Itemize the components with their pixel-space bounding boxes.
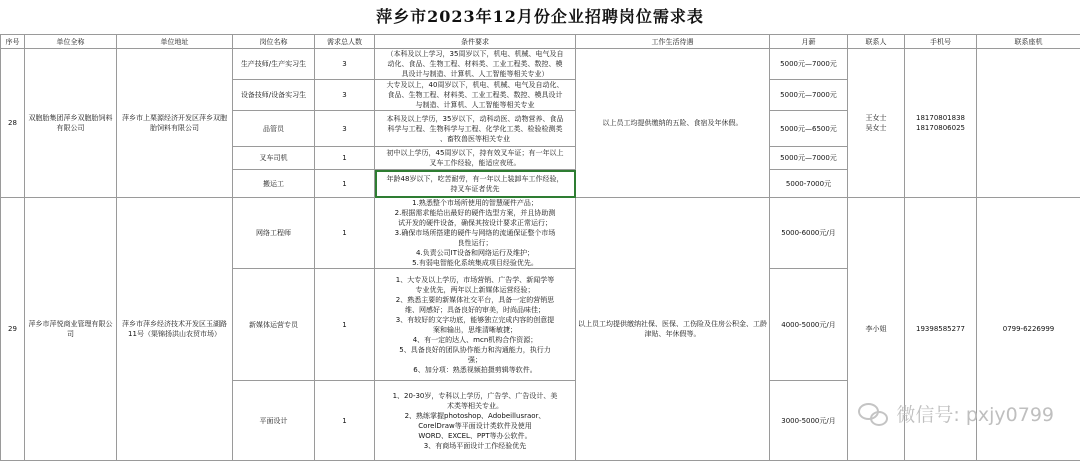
company-name: 双胞胎集团萍乡双胞胎饲料有限公司 bbox=[25, 49, 117, 198]
header-requirements: 条件要求 bbox=[375, 35, 576, 49]
landline-number bbox=[977, 49, 1080, 198]
watermark-text: 微信号: pxjy0799 bbox=[896, 403, 1054, 426]
phone-line: 18170806025 bbox=[916, 124, 965, 132]
job-requirements bbox=[375, 80, 576, 111]
benefits: 以上员工均提供缴纳的五险、食宿及年休假。 bbox=[576, 49, 770, 198]
job-salary: 5000-7000元 bbox=[770, 170, 848, 198]
header-count: 需求总人数 bbox=[315, 35, 375, 49]
requirement-line: 食品、生物工程、材料类、工业工程类、数控、模具设计 bbox=[387, 91, 563, 99]
wechat-icon bbox=[858, 401, 888, 425]
job-title: 新媒体运营专员 bbox=[233, 269, 315, 381]
requirement-line: 5、具备良好的团队协作能力和沟通能力，执行力 bbox=[399, 345, 551, 354]
requirement-line: 2、熟练掌握photoshop、Adobeillusraor、 bbox=[404, 411, 546, 420]
requirement-line: 初中以上学历，45周岁以下，持有效叉车证；有一年以上 bbox=[386, 149, 564, 157]
requirement-line: 3、有较好的文字功底，能够独立完成内容的创意提 bbox=[395, 315, 555, 324]
requirement-line: WORD、EXCEL、PPT等办公软件。 bbox=[418, 431, 532, 440]
job-count: 1 bbox=[315, 269, 375, 381]
job-requirements bbox=[375, 170, 576, 198]
header-company: 单位全称 bbox=[25, 35, 117, 49]
requirement-line: 本科及以上学历，35岁以下，动科动医、动物营养、食品 bbox=[386, 114, 564, 123]
job-count: 3 bbox=[315, 49, 375, 80]
requirement-line: 2.根据需求能给出最好的硬件选型方案，并且协助测 bbox=[394, 209, 556, 217]
requirement-line: 2、熟悉主要的新媒体社交平台，具备一定的营销思 bbox=[395, 295, 555, 304]
table-row bbox=[1, 198, 1080, 269]
table-header-row bbox=[1, 35, 1080, 49]
job-count: 1 bbox=[315, 147, 375, 170]
header-phone: 手机号 bbox=[905, 35, 977, 49]
header-no: 序号 bbox=[1, 35, 25, 49]
job-title: 平面设计 bbox=[233, 381, 315, 461]
requirement-line: （本科及以上学习，35周岁以下，机电、机械、电气及自 bbox=[386, 50, 564, 58]
requirement-line: 持叉车证者优先 bbox=[450, 184, 500, 193]
job-table bbox=[0, 34, 1080, 461]
requirement-line: 具设计与制造、计算机、人工智能等相关专业） bbox=[401, 70, 549, 78]
job-count: 1 bbox=[315, 198, 375, 269]
requirement-line: 4、有一定的达人、mcn机构合作资源； bbox=[412, 335, 538, 344]
requirement-line: 案和输出，思维清晰敏捷； bbox=[433, 325, 517, 334]
contact-name: 吴女士 bbox=[865, 124, 887, 132]
phone-line: 19398585277 bbox=[916, 325, 965, 333]
job-requirements bbox=[375, 147, 576, 170]
page-title: 萍乡市2023年12月份企业招聘岗位需求表 bbox=[376, 7, 704, 26]
row-number: 28 bbox=[1, 49, 25, 198]
phone-line: 18170801838 bbox=[916, 114, 965, 122]
job-requirements bbox=[375, 381, 576, 461]
contact-name: 李小姐 bbox=[865, 325, 887, 333]
job-title: 网络工程师 bbox=[233, 198, 315, 269]
job-count: 3 bbox=[315, 111, 375, 147]
requirement-line: 专业优先，两年以上新媒体运营经验； bbox=[415, 285, 535, 294]
landline-number: 0799-6226999 bbox=[977, 198, 1080, 461]
requirement-line: 3.确保市场所搭建的硬件与网络的流通保证整个市场 bbox=[394, 229, 556, 237]
requirement-line: 1.熟悉整个市场所使用的智慧硬件产品； bbox=[412, 199, 538, 207]
requirement-line: 强； bbox=[468, 355, 482, 364]
requirement-line: 叉车工作经验，能适应夜班。 bbox=[429, 159, 521, 167]
requirement-line: 科学与工程、生物科学与工程、化学化工类、检验检测类 bbox=[387, 124, 563, 133]
requirement-line: 大专及以上，40周岁以下，机电、机械、电气及自动化、 bbox=[386, 81, 564, 89]
requirement-line: 1、20-30岁，专科以上学历，广告学、广告设计、美 bbox=[392, 391, 558, 400]
job-salary: 3000-5000元/月 bbox=[770, 381, 848, 461]
job-title: 搬运工 bbox=[233, 170, 315, 198]
job-requirements bbox=[375, 269, 576, 381]
job-requirements bbox=[375, 49, 576, 80]
company-address: 萍乡市上栗源经济开发区萍乡双胞胎饲料有限公司 bbox=[117, 49, 233, 198]
requirement-line: 良性运行； bbox=[457, 239, 493, 247]
header-salary: 月薪 bbox=[770, 35, 848, 49]
job-salary: 5000元—7000元 bbox=[770, 80, 848, 111]
job-title: 设备技师/设备实习生 bbox=[233, 80, 315, 111]
header-contact: 联系人 bbox=[848, 35, 905, 49]
job-salary: 5000-6000元/月 bbox=[770, 198, 848, 269]
requirement-line: 4.负责公司IT设备和网络运行及维护； bbox=[415, 249, 535, 257]
header-job-title: 岗位名称 bbox=[233, 35, 315, 49]
job-title: 生产技师/生产实习生 bbox=[233, 49, 315, 80]
job-requirements bbox=[375, 198, 576, 269]
company-name: 萍乡市萍悦商业管理有限公司 bbox=[25, 198, 117, 461]
table-row bbox=[1, 49, 1080, 80]
watermark bbox=[858, 398, 1054, 428]
job-salary: 5000元—6500元 bbox=[770, 111, 848, 147]
job-requirements bbox=[375, 111, 576, 147]
job-salary: 4000-5000元/月 bbox=[770, 269, 848, 381]
header-landline: 联系座机 bbox=[977, 35, 1080, 49]
job-count: 1 bbox=[315, 381, 375, 461]
header-benefits: 工作生活待遇 bbox=[576, 35, 770, 49]
benefits: 以上员工均提供缴纳社保、医保、工伤险及住房公积金、工龄津贴、年休假等。 bbox=[576, 198, 770, 461]
requirement-line: 3、有商场平面设计工作经验优先 bbox=[423, 441, 527, 450]
job-salary: 5000元—7000元 bbox=[770, 49, 848, 80]
requirement-line: 与制造、计算机、人工智能等相关专业 bbox=[415, 101, 535, 109]
contact-name: 王女士 bbox=[865, 114, 887, 122]
job-salary: 5000元—7000元 bbox=[770, 147, 848, 170]
row-number: 29 bbox=[1, 198, 25, 461]
job-count: 1 bbox=[315, 170, 375, 198]
requirement-line: CorelDraw等平面设计类软件及使用 bbox=[418, 421, 532, 430]
contact-person bbox=[848, 49, 905, 198]
job-title: 品管员 bbox=[233, 111, 315, 147]
requirement-line: 试开发的硬件设备，确保其按设计要求正常运行； bbox=[398, 219, 552, 227]
requirement-line: 1、大专及以上学历，市场营销、广告学、新闻学等 bbox=[395, 275, 555, 284]
requirement-line: 术类等相关专业。 bbox=[447, 401, 503, 410]
job-title: 叉车司机 bbox=[233, 147, 315, 170]
requirement-line: 维、网感好；具备良好的审美，时尚品味佳； bbox=[405, 305, 545, 314]
header-address: 单位地址 bbox=[117, 35, 233, 49]
requirement-line: 6、加分项：熟悉视频拍摄剪辑等软件。 bbox=[413, 365, 537, 374]
company-address: 萍乡市萍乡经济技术开发区玉湖路11号（渠锦扬洪山农贸市场） bbox=[117, 198, 233, 461]
job-count: 3 bbox=[315, 80, 375, 111]
requirement-line: 年龄48岁以下，吃苦耐劳，有一年以上装卸车工作经验， bbox=[386, 174, 564, 183]
requirement-line: 、畜牧兽医等相关专业 bbox=[440, 134, 510, 143]
requirement-line: 动化、食品、生物工程、材料类、工业工程类、数控、模 bbox=[387, 60, 563, 68]
requirement-line: 5.有弱电智能化系统集成项目经验优先。 bbox=[412, 259, 538, 267]
phone-number bbox=[905, 49, 977, 198]
